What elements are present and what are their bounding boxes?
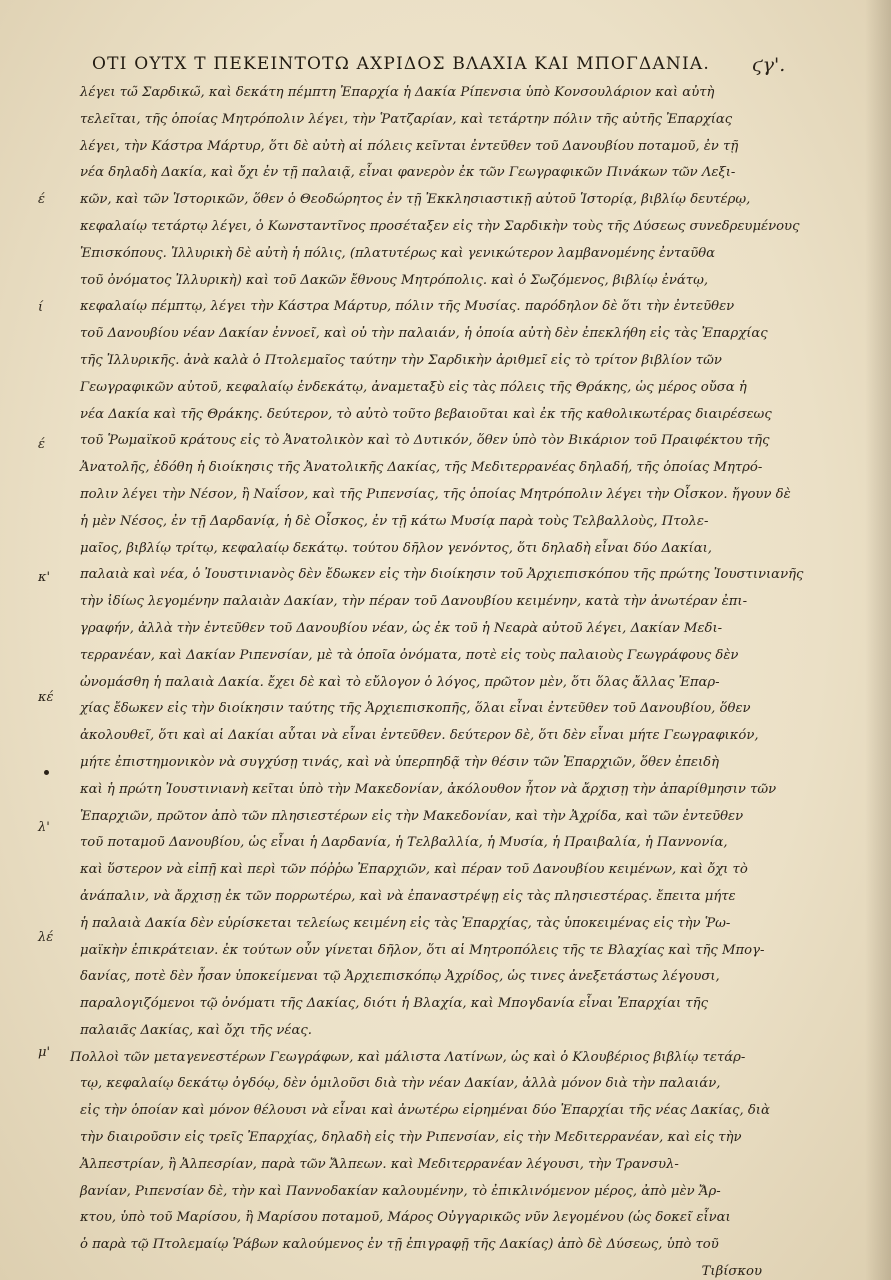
text-line: λέγει τω̃ Σαρδικω̃, καὶ δεκάτη πέμπτη Ἐπαρχία ἡ Δακία Ρίπενσια ὑπὸ Κονσουλάριον καὶ αὐτὴ (80, 85, 715, 100)
text-line: Ἐπισκόπους. Ἰλλυρικὴ δὲ αὐτὴ ἡ πόλις, (πλατυτέρως καὶ γενικώτερον λαμβανομένης ἐνταῦθα (80, 245, 716, 261)
text-line: παλαιᾶς Δακίας, καὶ ὄχι τῆς νέας. (80, 1022, 312, 1038)
text-line: μαῖος, βιβλίῳ τρίτῳ, κεφαλαίῳ δεκάτῳ. τούτου δῆλον γενόντος, ὅτι δηλαδὴ εἶναι δύο Δακίαι, (80, 540, 712, 556)
folio-number: ϛγ'. (752, 54, 786, 76)
margin-mark: κ' (38, 570, 51, 585)
text-line: Ἀνατολῆς, ἐδόθη ἡ διοίκησις τῆς Ἀνατολικῆς Δακίας, τῆς Μεδιτερρανέας δηλαδή, τῆς ὁποίας Μητρό- (80, 460, 763, 476)
text-line: πολιν λέγει τὴν Νέσον, ἢ Ναΐσον, καὶ τῆς Ριπενσίας, τῆς ὁποίας Μητρόπολιν λέγει τὴν Οἶσκον. ἤγουν δὲ (80, 486, 791, 502)
text-line: τερρανέαν, καὶ Δακίαν Ριπενσίαν, μὲ τὰ ὁποῖα ὀνόματα, ποτὲ εἰς τοὺς παλαιοὺς Γεωγράφους δὲν (80, 647, 739, 663)
text-line: τῆς Ἰλλυρικῆς. ἀνὰ καλὰ ὁ Πτολεμαῖος ταύτην τὴν Σαρδικὴν ἀριθμεῖ εἰς τὸ τρίτον βιβλίον τῶν (80, 352, 722, 368)
text-line: τοῦ ποταμοῦ Δανουβίου, ὡς εἶναι ἡ Δαρδανία, ἡ Τελβαλλία, ἡ Μυσία, ἡ Πραιβαλία, ἡ Παννονία, (80, 835, 728, 851)
text-line: παραλογιζόμενοι τῷ ὀνόματι τῆς Δακίας, διότι ἡ Βλαχία, καὶ Μπογδανία εἶναι Ἐπαρχίαι τῆς (80, 996, 708, 1012)
text-line: μήτε ἐπιστημονικὸν νὰ συγχύσῃ τινάς, καὶ νὰ ὑπερπηδᾷ τὴν θέσιν τῶν Ἐπαρχιῶν, ὅθεν ἐπειδὴ (80, 754, 720, 770)
text-line: τελεῖται, τῆς ὁποίας Μητρόπολιν λέγει, τὴν Ῥατζαρίαν, καὶ τετάρτην πόλιν τῆς αὐτῆς Ἐπαρχίας (80, 111, 733, 127)
text-line: γραφήν, ἀλλὰ τὴν ἐντεῦθεν τοῦ Δανουβίου νέαν, ὡς ἐκ τοῦ ἡ Νεαρὰ αὐτοῦ λέγει, Δακίαν Μεδι- (80, 620, 723, 636)
text-line: λέγει, τὴν Κάστρα Μάρτυρ, ὅτι δὲ αὐτὴ αἱ πόλεις κεῖνται ἐντεῦθεν τοῦ Δανουβίου ποταμοῦ, ἐν τῇ (80, 138, 739, 154)
text-line: ἀνάπαλιν, νὰ ἄρχισῃ ἐκ τῶν πορρωτέρω, καὶ νὰ ἐπαναστρέψῃ εἰς τὰς πλησιεστέρας. ἔπειτα μήτε (80, 888, 736, 904)
text-line: νέα δηλαδὴ Δακία, καὶ ὄχι ἐν τῇ παλαιᾷ, εἶναι φανερὸν ἐκ τῶν Γεωγραφικῶν Πινάκων τῶν Λεξι- (80, 165, 736, 181)
text-line: ὠνομάσθη ἡ παλαιὰ Δακία. ἔχει δὲ καὶ τὸ εὔλογον ὁ λόγος, πρῶτον μὲν, ὅτι ὅλας ἄλλας Ἐπαρ- (80, 674, 720, 690)
text-line: καὶ ἡ πρώτη Ἰουστινιανὴ κεῖται ὑπὸ τὴν Μακεδονίαν, ἀκόλουθον ἦτον νὰ ἄρχισῃ τὴν ἀπαρίθμησιν τῶν (80, 781, 777, 797)
text-line: τῳ, κεφαλαίῳ δεκάτῳ ὀγδόῳ, δὲν ὁμιλοῦσι διὰ τὴν νέαν Δακίαν, ἀλλὰ μόνον διὰ τὴν παλαιάν, (80, 1076, 721, 1092)
margin-mark: λέ (38, 930, 54, 945)
text-line: τοῦ Ῥωμαϊκοῦ κράτους εἰς τὸ Ἀνατολικὸν καὶ τὸ Δυτικόν, ὅθεν ὑπὸ τὸν Βικάριον τοῦ Πραιφέκτου τῆς (80, 433, 770, 449)
running-header: ΟΤΙ ΟΥΤΧ Τ ΠΕΚΕΙΝΤΟΤΩ ΑΧΡΙΔΟΣ ΒΛΑΧΙΑ ΚΑΙ ΜΠΟΓΔΑΝΙΑ. (92, 54, 710, 74)
catchword: Τιβίσκου (701, 1264, 762, 1280)
margin-mark: έ (38, 437, 45, 452)
text-line: εἰς τὴν ὁποίαν καὶ μόνον θέλουσι νὰ εἶναι καὶ ἀνωτέρω εἰρημέναι δύο Ἐπαρχίαι τῆς νέας Δακίας, διὰ (80, 1103, 770, 1119)
text-line: ἀκολουθεῖ, ὅτι καὶ αἱ Δακίαι αὗται νὰ εἶναι ἐντεῦθεν. δεύτερον δὲ, ὅτι δὲν εἶναι μήτε Γεωγραφικόν, (80, 728, 759, 744)
text-line: τὴν διαιροῦσιν εἰς τρεῖς Ἐπαρχίας, δηλαδὴ εἰς τὴν Ριπενσίαν, εἰς τὴν Μεδιτερρανέαν, καὶ εἰς τὴν (80, 1130, 742, 1146)
text-line: καὶ ὕστερον νὰ εἰπῇ καὶ περὶ τῶν πόῤῥω Ἐπαρχιῶν, καὶ πέραν τοῦ Δανουβίου κειμένων, καὶ ὄχι τὸ (80, 862, 748, 878)
text-line: βανίαν, Ριπενσίαν δὲ, τὴν καὶ Παννοδακίαν καλουμένην, τὸ ἐπικλινόμενον μέρος, ἀπὸ μὲν Ἄρ- (80, 1183, 721, 1199)
body-text (62, 80, 832, 1280)
margin-mark: ί (38, 300, 44, 315)
text-line: Ἐπαρχιῶν, πρῶτον ἀπὸ τῶν πλησιεστέρων εἰς τὴν Μακεδονίαν, καὶ τὴν Ἀχρίδα, καὶ τῶν ἐντεῦθεν (80, 808, 744, 824)
paragraph-start-line: Πολλοὶ τῶν μεταγενεστέρων Γεωγράφων, καὶ μάλιστα Λατίνων, ὡς καὶ ὁ Κλουβέριος βιβλίῳ τετάρ- (70, 1049, 746, 1065)
text-line: ἡ παλαιὰ Δακία δὲν εὑρίσκεται τελείως κειμένη εἰς τὰς Ἐπαρχίας, τὰς ὑποκειμένας εἰς τὴν Ῥω- (80, 915, 731, 931)
margin-mark: έ (38, 192, 45, 207)
text-line: τὴν ἰδίως λεγομένην παλαιὰν Δακίαν, τὴν πέραν τοῦ Δανουβίου κειμένην, κατὰ τὴν ἀνωτέραν ἐπι- (80, 594, 748, 610)
text-line: δανίας, ποτὲ δὲν ἦσαν ὑποκείμεναι τῷ Ἀρχιεπισκόπῳ Ἀχρίδος, ὡς τινες ἀνεξετάστως λέγουσι, (80, 969, 720, 985)
text-line: νέα Δακία καὶ τῆς Θράκης. δεύτερον, τὸ αὐτὸ τοῦτο βεβαιοῦται καὶ ἐκ τῆς καθολικωτέρας διαιρέσεως (80, 406, 772, 422)
margin-mark: κέ (38, 690, 54, 705)
page-edge-shadow (865, 0, 891, 1280)
text-line: μαϊκὴν ἐπικράτειαν. ἐκ τούτων οὖν γίνεται δῆλον, ὅτι αἱ Μητροπόλεις τῆς τε Βλαχίας καὶ τῆς Μπογ- (80, 942, 765, 958)
text-line: κῶν, καὶ τῶν Ἱστορικῶν, ὅθεν ὁ Θεοδώρητος ἐν τῇ Ἐκκλησιαστικῇ αὐτοῦ Ἱστορίᾳ, βιβλίῳ δευτέρῳ, (80, 192, 751, 208)
text-line: Ἀλπεστρίαν, ἢ Ἀλπεσρίαν, παρὰ τῶν Ἄλπεων. καὶ Μεδιτερρανέαν λέγουσι, τὴν Τρανσυλ- (80, 1156, 679, 1172)
margin-mark: λ' (38, 820, 50, 835)
text-line: χίας ἔδωκεν εἰς τὴν διοίκησιν ταύτης τῆς Ἀρχιεπισκοπῆς, ὅλαι εἶναι ἐντεῦθεν τοῦ Δανουβίου, ὅθεν (80, 701, 751, 717)
text-line: τοῦ Δανουβίου νέαν Δακίαν ἐννοεῖ, καὶ οὐ τὴν παλαιάν, ἡ ὁποία αὐτὴ δὲν ἐπεκλήθη εἰς τὰς Ἐπαρχίας (80, 326, 768, 342)
text-line: παλαιὰ καὶ νέα, ὁ Ἰουστινιανὸς δὲν ἔδωκεν εἰς τὴν διοίκησιν τοῦ Ἀρχιεπισκόπου τῆς πρώτης Ἰουστινιανῆς (80, 567, 804, 583)
text-line: ὁ παρὰ τῷ Πτολεμαίῳ Ῥάβων καλούμενος ἐν τῇ ἐπιγραφῇ τῆς Δακίας) ἀπὸ δὲ Δύσεως, ὑπὸ τοῦ (80, 1237, 719, 1253)
margin-bullet (44, 770, 49, 775)
text-line: κεφαλαίῳ τετάρτῳ λέγει, ὁ Κωνσταντῖνος προσέταξεν εἰς τὴν Σαρδικὴν τοὺς τῆς Δύσεως συνεδρευμένους (80, 218, 800, 234)
text-line: κτου, ὑπὸ τοῦ Μαρίσου, ἢ Μαρίσου ποταμοῦ, Μάρος Οὐγγαρικῶς νῦν λεγομένου (ὡς δοκεῖ εἶναι (80, 1210, 731, 1226)
margin-mark: μ' (38, 1045, 51, 1060)
text-line: κεφαλαίῳ πέμπτῳ, λέγει τὴν Κάστρα Μάρτυρ, πόλιν τῆς Μυσίας. παρόδηλον δὲ ὅτι τὴν ἐντεῦθεν (80, 299, 735, 315)
text-line: Γεωγραφικῶν αὐτοῦ, κεφαλαίῳ ἑνδεκάτῳ, ἀναμεταξὺ εἰς τὰς πόλεις τῆς Θράκης, ὡς μέρος οὔσα ἡ (80, 379, 747, 395)
text-line: ἡ μὲν Νέσος, ἐν τῇ Δαρδανίᾳ, ἡ δὲ Οἶσκος, ἐν τῇ κάτω Μυσίᾳ παρὰ τοὺς Τελβαλλοὺς, Πτολε- (80, 513, 709, 529)
text-line: τοῦ ὀνόματος Ἰλλυρικὴ) καὶ τοῦ Δακῶν ἔθνους Μητρόπολις. καὶ ὁ Σωζόμενος, βιβλίῳ ἐνάτῳ, (80, 272, 709, 288)
